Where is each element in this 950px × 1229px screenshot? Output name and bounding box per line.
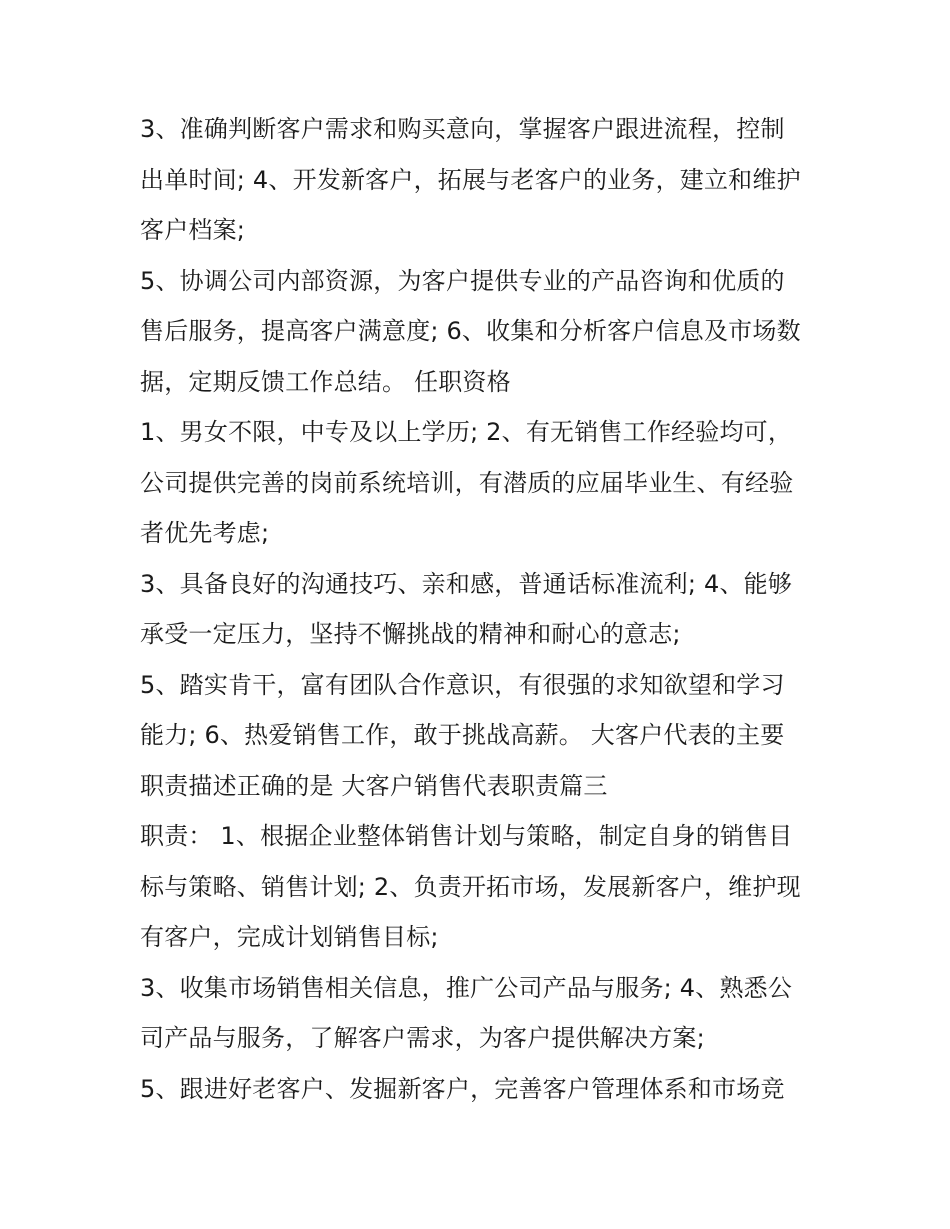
text-line: 公司提供完善的岗前系统培训，有潜质的应届毕业生、有经验 xyxy=(140,468,794,497)
text-line: 者优先考虑; xyxy=(140,519,270,547)
text-line: 有客户，完成计划销售目标; xyxy=(140,923,439,951)
text-line: 标与策略、销售计划; 2、负责开拓市场，发展新客户，维护现 xyxy=(140,872,801,901)
text-line: 5、跟进好老客户、发掘新客户，完善客户管理体系和市场竞 xyxy=(140,1074,785,1103)
text-line: 售后服务，提高客户满意度; 6、收集和分析客户信息及市场数 xyxy=(140,317,801,345)
text-line: 3、准确判断客户需求和购买意向，掌握客户跟进流程，控制 xyxy=(140,115,785,143)
text-line: 5、踏实肯干，富有团队合作意识，有很强的求知欲望和学习 xyxy=(140,670,785,699)
text-line: 出单时间; 4、开发新客户，拓展与老客户的业务，建立和维护 xyxy=(140,165,801,194)
text-line: 能力; 6、热爱销售工作，敢于挑战高薪。 大客户代表的主要 xyxy=(140,721,785,749)
text-line: 据，定期反馈工作总结。 任职资格 xyxy=(140,367,511,396)
text-line: 3、具备良好的沟通技巧、亲和感，普通话标准流利; 4、能够 xyxy=(140,569,793,598)
text-line: 司产品与服务，了解客户需求，为客户提供解决方案; xyxy=(140,1024,705,1052)
text-line: 承受一定压力，坚持不懈挑战的精神和耐心的意志; xyxy=(140,620,681,648)
text-line: 5、协调公司内部资源，为客户提供专业的产品咨询和优质的 xyxy=(140,266,785,295)
text-line: 客户档案; xyxy=(140,216,246,244)
document-body xyxy=(140,104,830,1114)
text-line: 1、男女不限，中专及以上学历; 2、有无销售工作经验均可， xyxy=(140,418,793,446)
text-line: 职责： 1、根据企业整体销售计划与策略，制定自身的销售目 xyxy=(140,822,793,850)
text-line: 职责描述正确的是 大客户销售代表职责篇三 xyxy=(140,771,608,800)
text-line: 3、收集市场销售相关信息，推广公司产品与服务; 4、熟悉公 xyxy=(140,973,793,1002)
